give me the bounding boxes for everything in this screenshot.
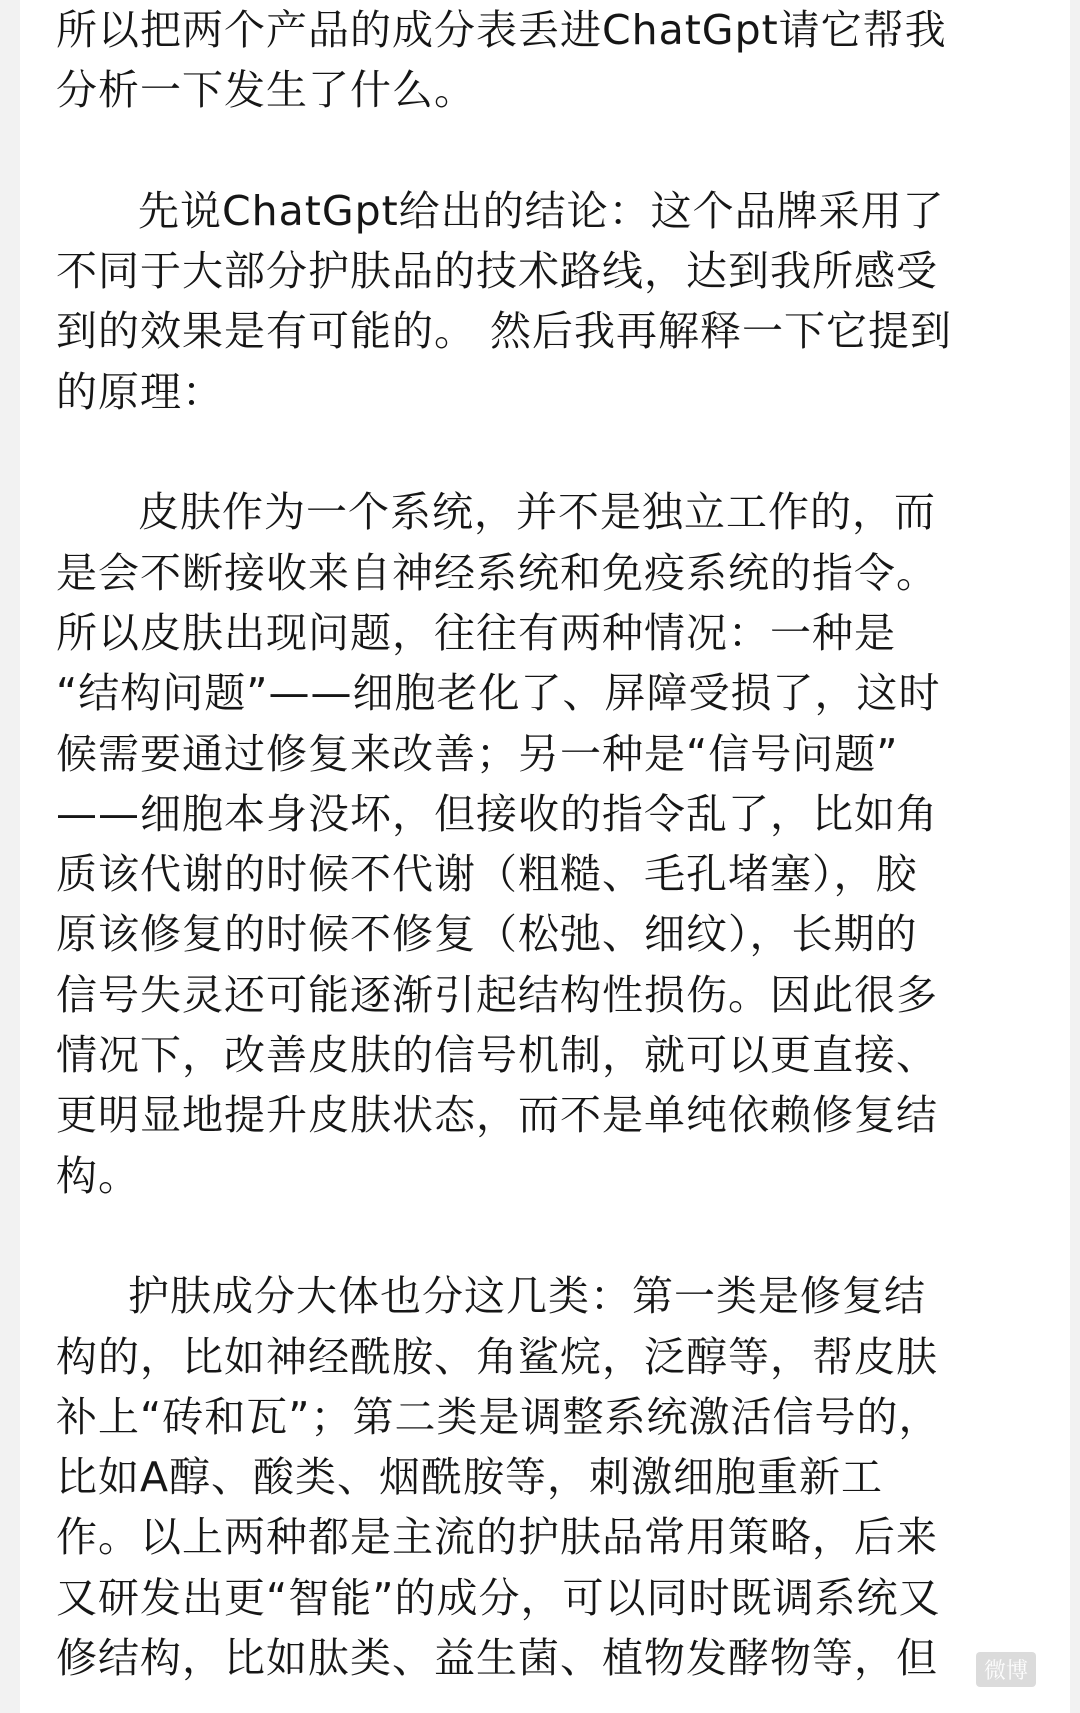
watermark-label: 微博 <box>976 1652 1036 1687</box>
text-line: 又研发出更“智能”的成分，可以同时既调系统又 <box>56 1573 941 1622</box>
paragraph-intro <box>56 0 1016 121</box>
text-line: 皮肤作为一个系统，并不是独立工作的，而 <box>138 488 936 537</box>
text-line: 候需要通过修复来改善；另一种是“信号问题” <box>56 729 899 778</box>
text-line: 构的，比如神经酰胺、角鲨烷，泛醇等，帮皮肤 <box>56 1332 938 1381</box>
text-line: 的原理： <box>56 367 224 416</box>
text-line: “结构问题”——细胞老化了、屏障受损了，这时 <box>56 669 941 718</box>
paragraph-ingredients <box>56 1266 1016 1688</box>
text-line: 构。 <box>56 1151 140 1200</box>
document-page <box>20 0 1070 1713</box>
text-line: 更明显地提升皮肤状态，而不是单纯依赖修复结 <box>56 1091 938 1140</box>
paragraph-gap <box>56 1206 1016 1266</box>
text-line: 修结构，比如肽类、益生菌、植物发酵物等，但 <box>56 1634 938 1683</box>
text-line: 所以把两个产品的成分表丢进ChatGpt请它帮我 <box>56 6 947 54</box>
text-line: 分析一下发生了什么。 <box>56 66 476 115</box>
paragraph-gap <box>56 422 1016 482</box>
text-line: 所以皮肤出现问题，往往有两种情况：一种是 <box>56 608 896 657</box>
text-line: ——细胞本身没坏，但接收的指令乱了，比如角 <box>56 789 938 838</box>
text-line: 质该代谢的时候不代谢（粗糙、毛孔堵塞），胶 <box>56 850 918 899</box>
article-body <box>56 0 1016 1688</box>
text-line: 先说ChatGpt给出的结论：这个品牌采用了 <box>138 186 945 235</box>
text-line: 补上“砖和瓦”；第二类是调整系统激活信号的， <box>56 1392 941 1441</box>
text-line: 原该修复的时候不修复（松弛、细纹），长期的 <box>56 910 918 959</box>
text-line: 到的效果是有可能的。 然后我再解释一下它提到 <box>56 307 953 356</box>
text-line: 护肤成分大体也分这几类：第一类是修复结 <box>128 1272 926 1321</box>
text-line: 比如A醇、酸类、烟酰胺等，刺激细胞重新工 <box>56 1453 884 1502</box>
paragraph-gap <box>56 121 1016 181</box>
text-line: 信号失灵还可能逐渐引起结构性损伤。因此很多 <box>56 970 938 1019</box>
paragraph-conclusion <box>56 181 1016 422</box>
paragraph-skin-system <box>56 482 1016 1206</box>
text-line: 不同于大部分护肤品的技术路线，达到我所感受 <box>56 247 938 296</box>
text-line: 作。以上两种都是主流的护肤品常用策略，后来 <box>56 1513 938 1562</box>
text-line: 是会不断接收来自神经系统和免疫系统的指令。 <box>56 548 938 597</box>
text-line: 情况下，改善皮肤的信号机制，就可以更直接、 <box>56 1031 938 1080</box>
